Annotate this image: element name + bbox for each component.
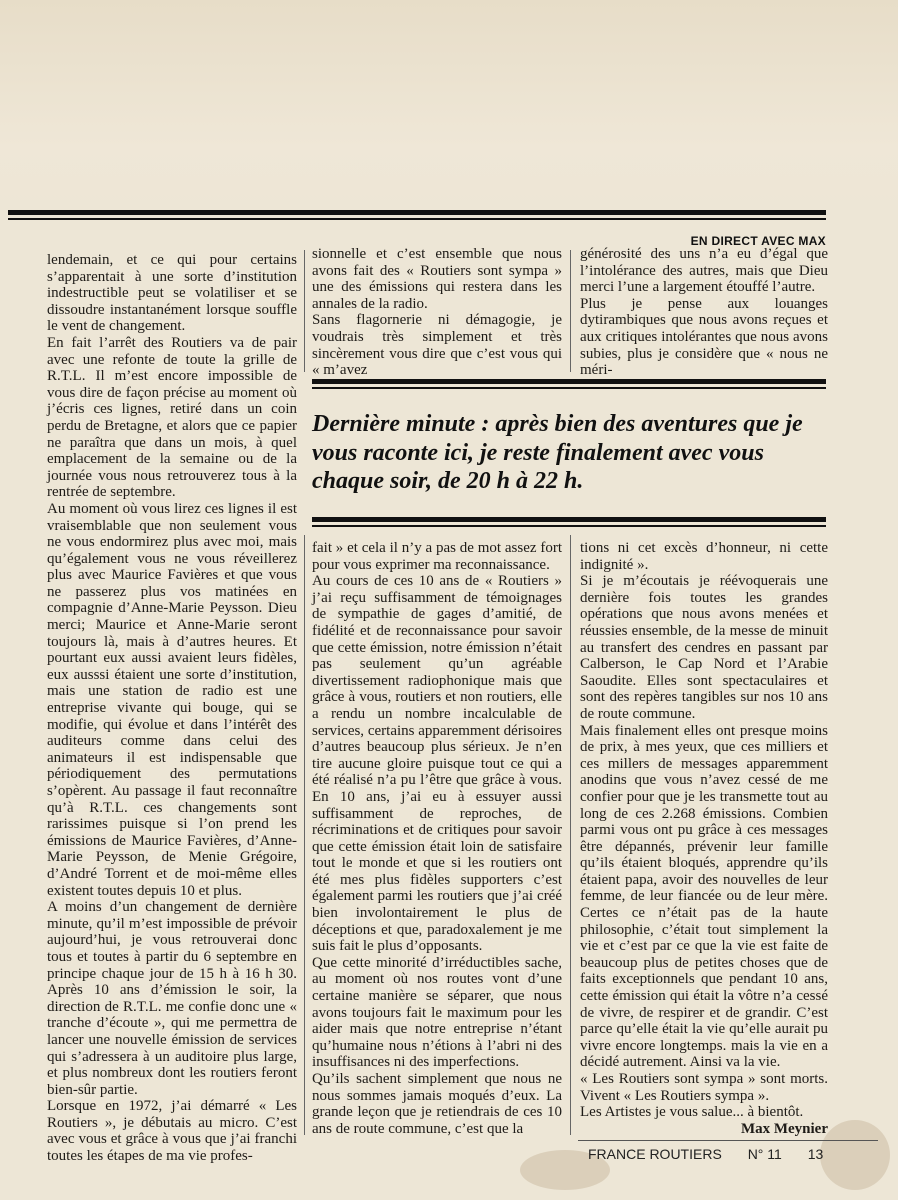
column-divider	[570, 250, 571, 372]
headline-rule-bottom-thin	[312, 525, 826, 527]
headline: Dernière minute : après bien des aventures que je vous raconte ici, je reste finalement avec vous chaque soir, de 20 h à 22 h.	[312, 411, 803, 494]
paragraph: Lorsque en 1972, j’ai démarré « Les Routiers », je débutais au micro. C’est avec vous et grâce à vous que j’ai franchi toutes les étapes de ma vie profes-	[47, 1098, 297, 1165]
top-rule	[8, 210, 826, 215]
article-column-3-upper	[580, 246, 828, 379]
publication-name: FRANCE ROUTIERS	[588, 1146, 722, 1162]
blank-page-top	[0, 0, 898, 210]
paragraph: lendemain, et ce qui pour certains s’apparentait à une sorte d’institution indestructible peut se volatiliser et se dissoudre instantanément lorsque souffle le vent de changement.	[47, 252, 297, 335]
article-column-1	[47, 252, 297, 1165]
top-rule-thin	[8, 218, 826, 220]
page-number: 13	[807, 1146, 824, 1162]
paragraph: Si je m’écoutais je réévoquerais une dernière fois toutes les grandes opérations que nous avons menées et réussies ensemble, de la messe de minuit au transfert des cendres en passant par Calberson, le Cap Nord et l’Arabie Saoudite. Elles sont spectaculaires et sont des repères tangibles sur nos 10 ans de route commune.	[580, 573, 828, 722]
section-label: EN DIRECT AVEC MAX	[690, 234, 826, 248]
paragraph: Les Artistes je vous salue... à bientôt.	[580, 1104, 804, 1121]
paragraph: Sans flagornerie ni démagogie, je voudrais très simplement et très sincèrement vous dire que c’est vous qui « m’avez	[312, 312, 562, 379]
paragraph: A moins d’un changement de dernière minute, qu’il m’est impossible de prévoir aujourd’hui, je vous retrouverai donc tous et toutes à partir du 6 septembre en principe chaque jour de 15 h à 16 h 30. Après 10 ans d’émission le soir, la direction de R.T.L. me confie donc une « tranche d’écoute », qui me permettra de lancer une nouvelle émission de services qui s’adressera à un auditoire plus large, et plus nombreux dont les routiers feront bien-sûr partie.	[47, 899, 297, 1098]
issue-number: N° 11	[747, 1146, 782, 1162]
paragraph: En fait l’arrêt des Routiers va de pair avec une refonte de toute la grille de R.T.L. Il m’est encore impossible de vous dire de façon précise au moment où j’écris ces lignes, retiré dans un coin perdu de Bretagne, et alors que ce papier ne paraîtra que dans un mois, à quel emplacement de la semaine ou de la journée vous nous retrouverez tous à la rentrée de septembre.	[47, 334, 297, 501]
headline-rule-top	[312, 379, 826, 384]
paragraph: Mais finalement elles ont presque moins de prix, à mes yeux, que ces milliers et ces millers de messages apparemment anodins que vous n’avez cessé de me confier pour que je les transmette tout au long de ces 2.268 émissions. Combien parmi vous ont pu grâce à ces messages être dépannés, prévenir leur famille qu’ils étaient bloqués, apprendre qu’ils étaient papa, avoir des nouvelles de leur femme, de leur fiancée ou de leur mère. Certes ce n’était pas de la haute philosophie, c’était tout simplement la vie et c’est par ce que la vie est faite de beaucoup plus de petites choses que de faits exceptionnels que pendant 10 ans, cette émission qui était la vôtre n’a cessé de vivre, de respirer et de grandir. C’est parce qu’elle était la vie qu’elle aurait pu vivre encore longtemps. mais la vie en a décidé autrement. Ainsi va la vie.	[580, 722, 828, 1071]
signature: Max Meynier	[740, 1120, 828, 1137]
paragraph: Au cours de ces 10 ans de « Routiers » j’ai reçu suffisamment de témoignages de sympathie de gages d’amitié, de fidélité et de reconnaissance pour savoir que cette émission, notre émission n’était pas seulement qu’un agréable divertissement radiophonique mais que grâce à vous, routiers et non routiers, elle a rendu un nombre incalculable de services, certains apparemment dérisoires d’autres beaucoup plus sérieux. Je n’en tire aucune gloire puisque tout ce qui a été réalisé n’a pu l’être que grâce à vous. En 10 ans, j’ai eu à essuyer aussi suffisamment de reproches, de récriminations et de critiques pour savoir que cette émission était loin de satisfaire tout le monde et que si les routiers ont été mes plus fidèles supporters c’est également parmi les routiers que j’ai créé bien involontairement le plus de déceptions et que, paradoxalement je me suis fait le plus d’opposants.	[312, 573, 562, 955]
page-footer	[588, 1146, 845, 1162]
paragraph: Plus je pense aux louanges dytirambiques que nous avons reçues et aux critiques intolérantes que nous avons subies, plus je considère que « nous ne méri-	[580, 295, 828, 379]
paragraph: Que cette minorité d’irréductibles sache, au moment où nos routes vont d’une certaine manière se séparer, que nous avons toujours fait le maximum pour les aider mais que notre entreprise n’étant qu’humaine nous n’étions à l’abri ni des insuffisances ni des imperfections.	[312, 954, 562, 1071]
headline-rule-bottom	[312, 517, 826, 522]
column-divider	[304, 535, 305, 1135]
paragraph: sionnelle et c’est ensemble que nous avons fait des « Routiers sont sympa » une des émissions qui restera dans les annales de la radio.	[312, 246, 562, 312]
article-column-3-lower	[580, 540, 828, 1140]
column-divider	[304, 250, 305, 372]
article-column-2-lower	[312, 540, 562, 1140]
paragraph: Au moment où vous lirez ces lignes il est vraisemblable que non seulement vous ne vous endormirez plus avec moi, mais qu’également vous ne vous réveillerez plus avec Maurice Favières et que vous ne passerez plus vos matinées en compagnie d’Anne-Marie Peysson. Dieu merci; Maurice et Anne-Marie seront toujours là, mais à d’autres heures. Et pourtant eux aussi avaient leurs fidèles, eux ausssi étaient une sorte d’institution, mais une station de radio est une entreprise vivante qui bouge, qui se modifie, qui évolue et dans l’intérêt des auditeurs comme dans celui des animateurs il est indispensable que périodiquement des permutations s’opèrent. Au passage il faut reconnaître qu’à R.T.L. ces changements sont rarissimes puisque si l’on prend les émissions de Maurice Favières, d’Anne-Marie Peysson, de Menie Grégoire, d’André Torrent et de moi-même elles existent toutes depuis 10 et plus.	[47, 500, 297, 899]
footer-rule	[578, 1140, 878, 1141]
paragraph: fait » et cela il n’y a pas de mot assez fort pour vous exprimer ma reconnaissance.	[312, 540, 562, 573]
headline-rule-top-thin	[312, 387, 826, 389]
paragraph: Qu’ils sachent simplement que nous ne nous sommes jamais moqués d’eux. La grande leçon que je retiendrais de ces 10 ans de route commune, c’est que la	[312, 1071, 562, 1137]
paragraph: générosité des uns n’a eu d’égal que l’intolérance des autres, mais que Dieu merci l’une a largement étouffé l’autre.	[580, 246, 828, 296]
article-column-2-upper	[312, 246, 562, 379]
column-divider	[570, 535, 571, 1135]
paragraph: « Les Routiers sont sympa » sont morts. Vivent « Les Routiers sympa ».	[580, 1071, 828, 1104]
paragraph: tions ni cet excès d’honneur, ni cette indignité ».	[580, 540, 828, 573]
